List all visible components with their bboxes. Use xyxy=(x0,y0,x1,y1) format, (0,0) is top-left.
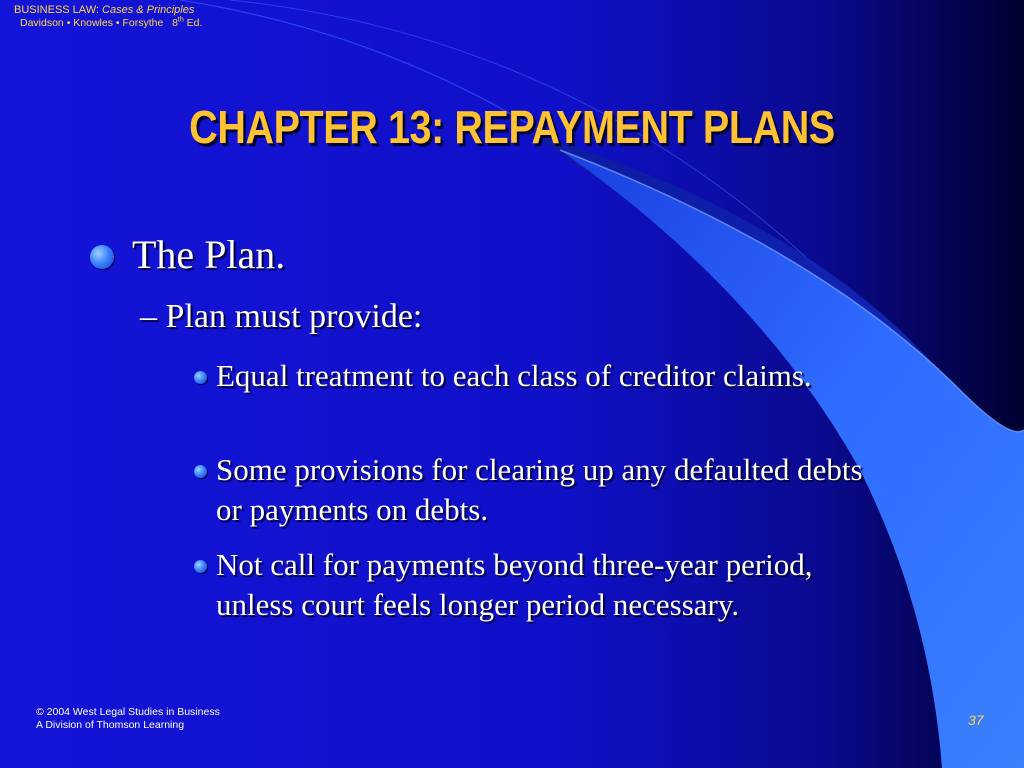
header-authors: Davidson • Knowles • Forsythe 8 xyxy=(20,17,178,29)
header-edition: Ed. xyxy=(183,17,203,29)
bullet-level3-item xyxy=(192,356,872,396)
bullet-dot-icon xyxy=(194,560,207,573)
page-number: 37 xyxy=(968,712,984,728)
bullet-level3-item xyxy=(192,545,872,625)
bullet-dot-icon xyxy=(90,245,114,269)
bullet-level2-text: Plan must provide: xyxy=(165,298,423,335)
publisher-line: A Division of Thomson Learning xyxy=(36,719,185,731)
copyright-line: © 2004 West Legal Studies in Business xyxy=(36,706,220,718)
copyright-footer xyxy=(36,706,220,732)
header-edition-sup: th xyxy=(177,16,184,24)
bullet-level3-text: Equal treatment to each class of creditor claims. xyxy=(216,358,812,393)
bullet-level1 xyxy=(90,232,285,278)
bullet-level3-text: Not call for payments beyond three-year period, unless court feels longer period necessary. xyxy=(216,547,813,622)
header-book-subtitle: Cases & Principles xyxy=(102,4,195,16)
slide-title: CHAPTER 13: REPAYMENT PLANS xyxy=(189,101,835,153)
bullet-level3-item xyxy=(192,450,872,530)
bullet-dot-icon xyxy=(194,465,207,478)
bullet-level1-text: The Plan. xyxy=(132,232,286,277)
header-book-name: BUSINESS LAW: xyxy=(14,4,103,16)
bullet-level2 xyxy=(140,297,422,337)
bullet-dot-icon xyxy=(194,371,207,384)
dash-marker: – xyxy=(140,298,157,335)
bullet-level3-text: Some provisions for clearing up any defaulted debts or payments on debts. xyxy=(216,452,863,527)
